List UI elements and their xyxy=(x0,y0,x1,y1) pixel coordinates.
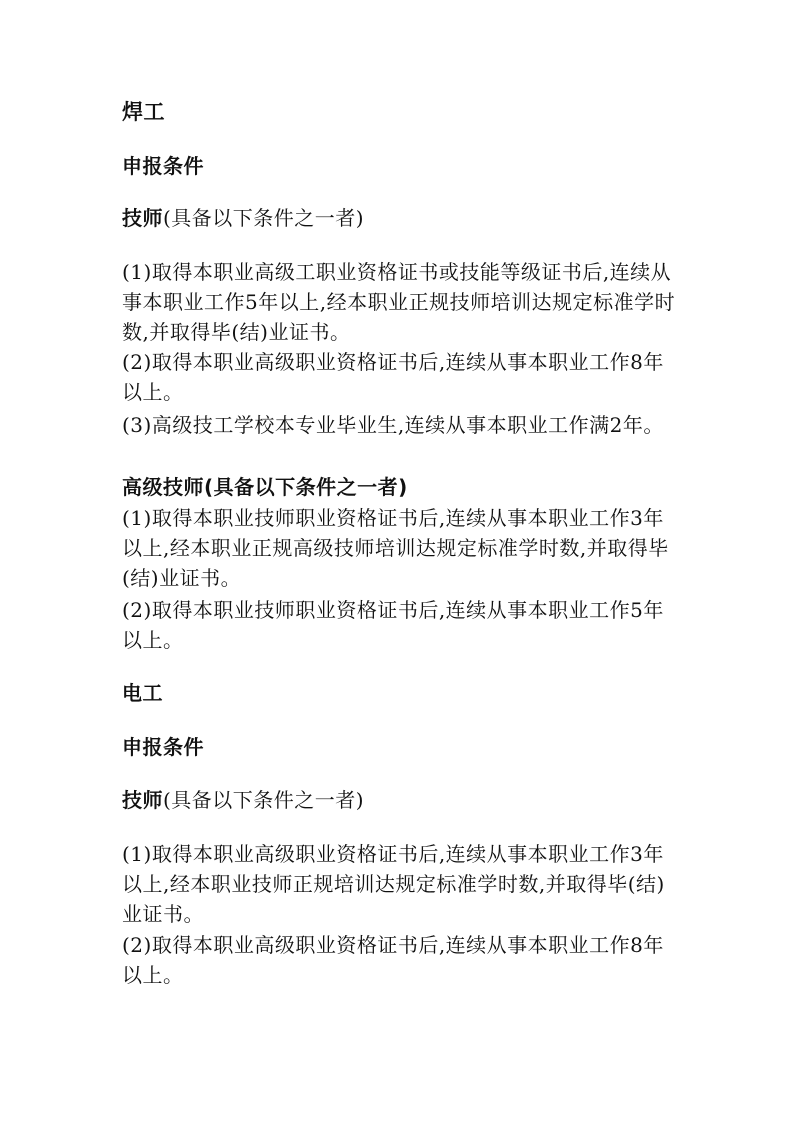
welder-senior-item-1: (1)取得本职业技师职业资格证书后,连续从事本职业工作3年以上,经本职业正规高级技师培训达规定标准学时数,并取得毕(结)业证书。 xyxy=(122,506,669,590)
welder-technician-heading xyxy=(122,203,682,233)
welder-technician-label: 技师 xyxy=(122,206,163,230)
electrician-conditions-heading: 申报条件 xyxy=(122,735,204,759)
electrician-technician-note: (具备以下条件之一者) xyxy=(163,788,365,812)
welder-technician-item-3: (3)高级技工学校本专业毕业生,连续从事本职业工作满2年。 xyxy=(122,413,664,437)
electrician-technician-heading xyxy=(122,785,682,815)
welder-senior-technician-heading: 高级技师(具备以下条件之一者) xyxy=(122,475,408,499)
welder-technician-item-1: (1)取得本职业高级工职业资格证书或技能等级证书后,连续从事本职业工作5年以上,经本职业正规技师培训达规定标准学时数,并取得毕(结)业证书。 xyxy=(122,260,676,344)
welder-technician-note: (具备以下条件之一者) xyxy=(163,206,365,230)
welder-technician-item-2: (2)取得本职业高级职业资格证书后,连续从事本职业工作8年以上。 xyxy=(122,350,664,404)
welder-senior-item-2: (2)取得本职业技师职业资格证书后,连续从事本职业工作5年以上。 xyxy=(122,598,664,652)
electrician-technician-label: 技师 xyxy=(122,788,163,812)
electrician-title: 电工 xyxy=(122,681,163,705)
welder-conditions-heading: 申报条件 xyxy=(122,154,204,178)
welder-title: 焊工 xyxy=(122,100,165,124)
electrician-technician-item-2: (2)取得本职业高级职业资格证书后,连续从事本职业工作8年以上。 xyxy=(122,933,664,987)
electrician-technician-item-1: (1)取得本职业高级职业资格证书后,连续从事本职业工作3年以上,经本职业技师正规培训达规定标准学时数,并取得毕(结)业证书。 xyxy=(122,842,665,926)
